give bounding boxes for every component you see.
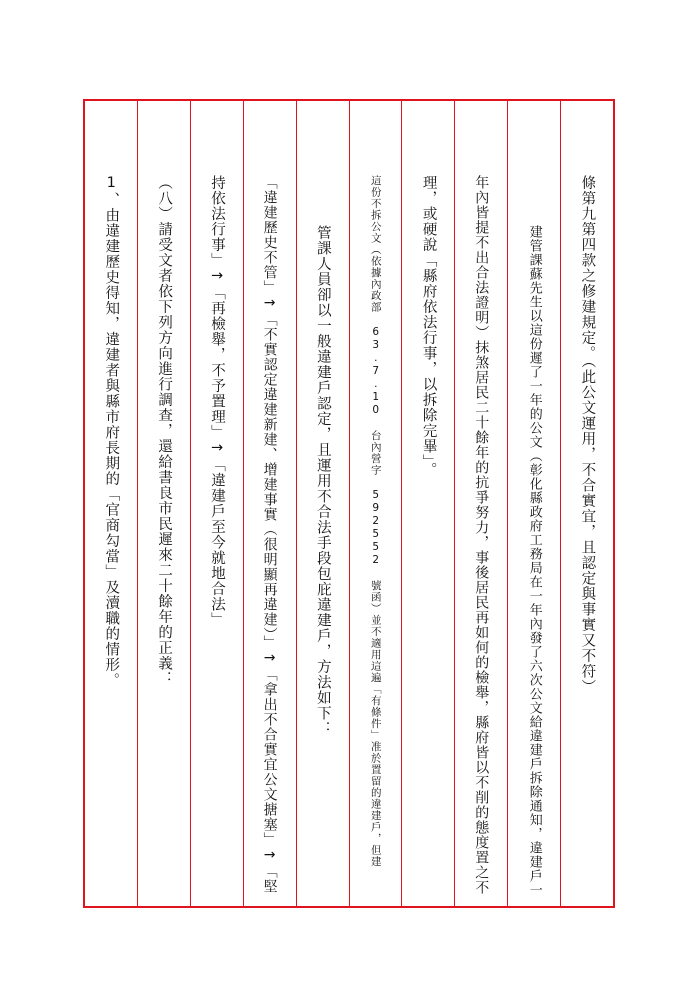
column-text: 持依法行事」→「再檢舉，不予置理」→「違建戶至今就地合法」 — [209, 175, 226, 628]
column-7 — [402, 101, 455, 906]
column-text: 這份不拆公文（依據內政部 63.7.10 台內營字 592552 號函）並不適用這遍「有條件」准於置留的違建戶，但建 — [369, 175, 382, 868]
column-text: 管課人員卻以一般違建戶認定，且運用不合法手段包庇違建戶，方法如下： — [314, 225, 331, 737]
column-text: 理，或硬說「縣府依法行事，以拆除完畢」。 — [420, 175, 437, 478]
column-text: 「違建歷史不管」→「不實認定違建新建、增建事實（很明顯再違建）」→「拿出不合實宜公文搪塞」→「堅 — [261, 175, 278, 894]
column-8 — [455, 101, 508, 906]
column-9 — [508, 101, 561, 906]
column-4 — [244, 101, 297, 906]
column-3 — [191, 101, 244, 906]
column-text: （八）請受文者依下列方向進行調查，還給書良市民遲來二十餘年的正義： — [156, 175, 173, 687]
ruled-page-frame — [83, 99, 615, 908]
column-10 — [561, 101, 613, 906]
column-text: 1、由違建歷史得知，違建者與縣市府長期的「官商勾當」及瀆職的情形。 — [103, 175, 120, 688]
column-text: 條第九第四款之修建規定。（此公文運用，不合實宜，且認定與事實又不符） — [579, 175, 596, 695]
column-text: 建管課蘇先生以這份遲了一年的公文（彰化縣政府工務局在一年內發了六次公文給違建戶拆除通知，違建戶一 — [526, 225, 542, 897]
column-5 — [297, 101, 350, 906]
column-1 — [85, 101, 138, 906]
column-text: 年內皆提不出合法證明）抹煞居民二十餘年的抗爭努力，事後居民再如何的檢舉，縣府皆以不削的態度置之不 — [473, 175, 490, 895]
column-2 — [138, 101, 191, 906]
column-6 — [350, 101, 403, 906]
